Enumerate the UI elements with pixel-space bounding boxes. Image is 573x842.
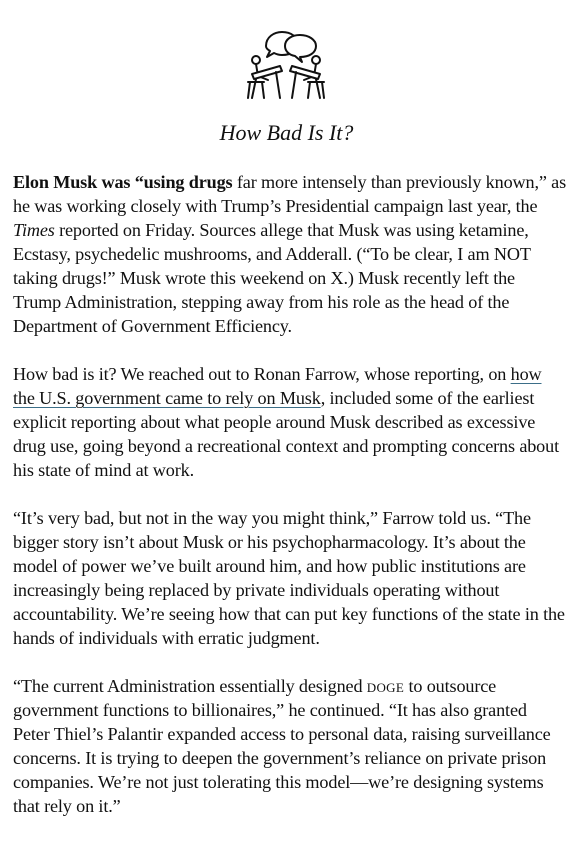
paragraph-1 <box>13 170 566 338</box>
paragraph-2-text-b: , included some of the earliest explicit reporting about what people around Musk described as excessive drug use, going beyond a recreational context and prompting concerns about his state of mind at work. <box>13 388 559 480</box>
paragraph-2 <box>13 362 566 482</box>
section-title: How Bad Is It? <box>219 120 354 145</box>
paragraph-4-text-b: to outsource government functions to billionaires,” he continued. “It has also granted Peter Thiel’s Palantir expanded access to personal data, raising surveillance concerns. It is trying to deepen the government’s reliance on private prison companies. We’re not just tolerating this model—we’re designing systems that rely on it.” <box>13 676 551 816</box>
paragraph-3: “It’s very bad, but not in the way you might think,” Farrow told us. “The bigger story isn’t about Musk or his psychopharmacology. It’s about the model of power we’ve built around him, and how public institutions are increasingly being replaced by private individuals operating without accountability. We’re seeing how that can put key functions of the state in the hands of individuals with erratic judgment. <box>13 508 565 648</box>
article-body <box>13 170 566 842</box>
paragraph-4-text-a: “The current Administration essentially designed <box>13 676 367 696</box>
times-italic: Times <box>13 220 55 240</box>
paragraph-1-text-b: reported on Friday. Sources allege that Musk was using ketamine, Ecstasy, psychedelic mushrooms, and Adderall. (“To be clear, I am NOT taking drugs!” Musk wrote this weekend on X.) Musk recently left the Trump Administration, stepping away from his role as the head of the Department of Government Efficiency. <box>13 220 531 336</box>
paragraph-1-text-a: far more intensely than previously known,” as he was working closely with Trump’s Presidential campaign last year, the <box>13 172 567 216</box>
two-people-talking-at-desks-icon <box>242 28 330 104</box>
bold-lead: Elon Musk was “using drugs <box>13 172 233 192</box>
paragraph-4 <box>13 674 566 818</box>
doge-smallcaps: doge <box>366 676 405 696</box>
paragraph-2-text-a: How bad is it? We reached out to Ronan Farrow, whose reporting, on <box>13 364 511 384</box>
article-link-rely-on-musk[interactable]: how the U.S. government came to rely on Musk <box>13 364 542 408</box>
